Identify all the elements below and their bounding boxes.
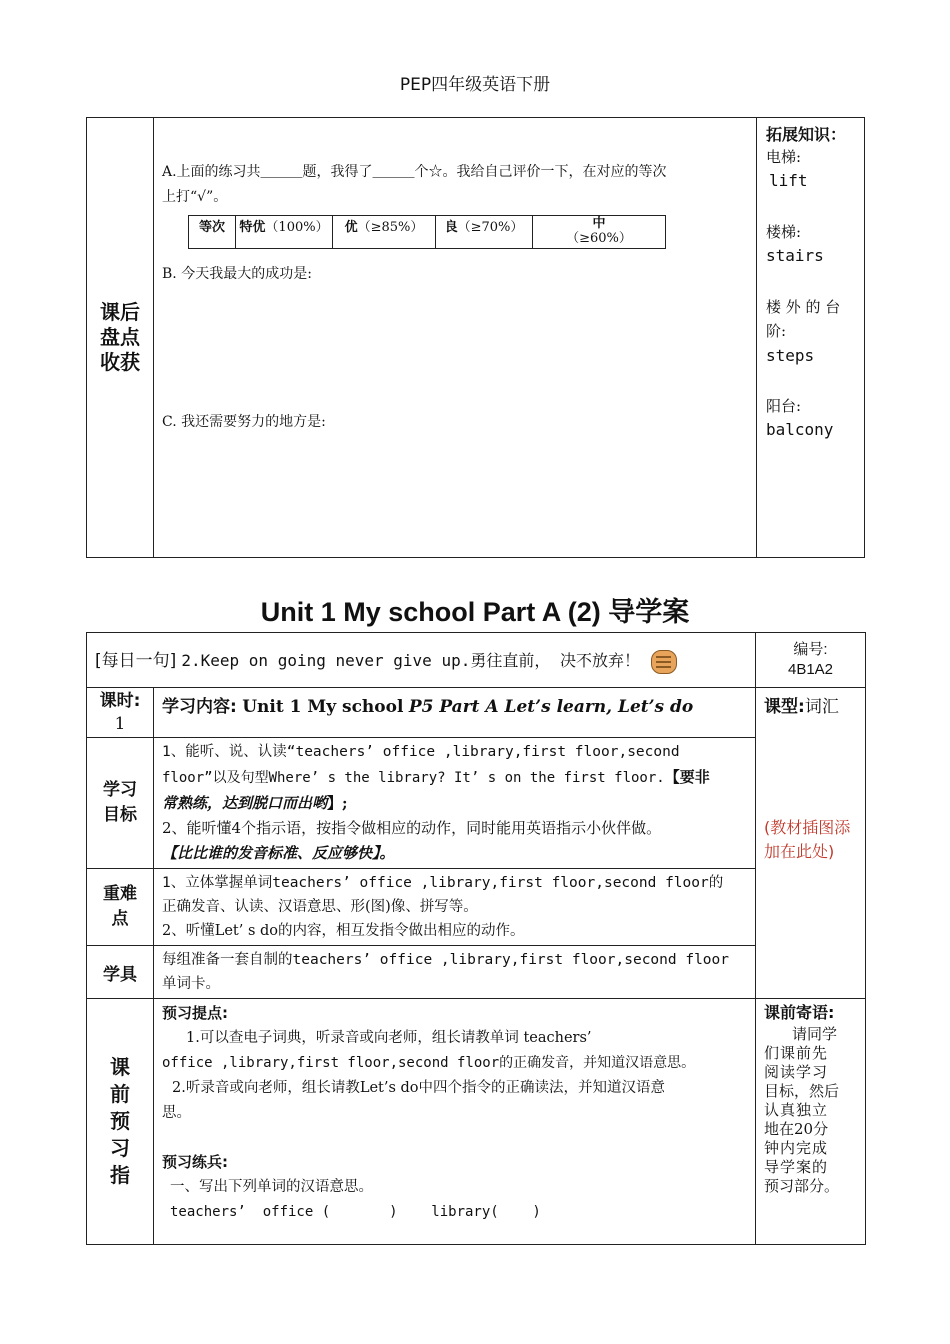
difficulty-label-2: 点	[111, 909, 129, 929]
rating-fair[interactable]: 中 （≥60%）	[533, 216, 666, 249]
ext-en-steps: steps	[766, 346, 815, 365]
summary-table	[86, 117, 865, 558]
goal-label-2: 目标	[103, 805, 137, 825]
self-eval-line1: A.上面的练习共＿＿＿题，我得了＿＿＿个☆。我给自己评价一下，在对应的等次	[162, 164, 667, 180]
tools-content-cell	[154, 946, 756, 999]
code-cell	[756, 633, 866, 688]
summary-label-3: 收获	[100, 350, 140, 374]
fist-icon	[651, 650, 677, 674]
difficulty-2: 2、听懂Let’ s do的内容，相互发指令做出相应的动作。	[162, 923, 525, 939]
content-label: 学习内容:	[162, 697, 237, 717]
note-line-5: 认真独立	[764, 1101, 829, 1119]
ext-cn-stairs: 楼梯:	[766, 223, 802, 241]
type-label: 课型:	[764, 697, 805, 717]
preview-label-4: 习	[110, 1136, 130, 1160]
goal-1b: floor”以及句型Where’ s the library? It’ s on the first floor.	[162, 770, 665, 786]
note-line-1: 请同学	[792, 1025, 838, 1043]
unit-title: Unit 1 My school Part A (2) 导学案	[260, 597, 690, 627]
ext-en-stairs: stairs	[766, 246, 824, 265]
note-line-6: 地在20分	[764, 1120, 829, 1138]
type-value: 词汇	[804, 697, 839, 717]
tips-1a: 1.可以查电子词典，听录音或向老师，组长请教单词 teachers’	[186, 1030, 592, 1046]
tips-1b: office ,library,first floor,second floor的正确发音，并知道汉语意思。	[162, 1055, 696, 1071]
extension-title: 拓展知识：	[766, 125, 847, 144]
summary-content-cell	[154, 118, 757, 558]
practice-1: 一、写出下列单词的汉语意思。	[170, 1179, 373, 1195]
tools-label-cell	[87, 946, 154, 999]
tools-b: 单词卡。	[162, 976, 220, 992]
success-prompt: B. 今天我最大的成功是:	[162, 266, 312, 282]
preview-label-5: 指	[110, 1163, 130, 1187]
code-value: 4B1A2	[787, 661, 834, 678]
difficulty-content-cell	[154, 869, 756, 946]
goal-label-cell	[87, 738, 154, 869]
ext-en-lift: lift	[769, 171, 808, 190]
goal-1a: 1、能听、说、认读“teachers’ office ,library,first floor,second	[162, 744, 680, 760]
summary-label-cell	[87, 118, 154, 558]
preview-label-cell	[87, 999, 154, 1245]
difficulty-1b: 正确发音、认读、汉语意思、形(图)像、拼写等。	[162, 899, 478, 915]
rating-excellent[interactable]: 优（≥85%）	[333, 216, 436, 249]
difficulty-label-cell	[87, 869, 154, 946]
daily-sentence-cell	[87, 633, 756, 688]
difficulty-1a: 1、立体掌握单词teachers’ office ,library,first floor,second floor的	[162, 875, 724, 891]
practice-2[interactable]: teachers’ office ( ) library( )	[170, 1204, 541, 1220]
lesson-label: 课时:	[99, 691, 141, 711]
difficulty-label-1: 重难	[103, 884, 137, 904]
content-cell	[154, 688, 756, 738]
daily-tag: [每日一句]	[95, 651, 177, 672]
page-header: PEP四年级英语下册	[399, 75, 551, 95]
ext-en-balcony: balcony	[766, 420, 834, 439]
summary-label-2: 盘点	[100, 325, 140, 349]
daily-text: 2.Keep on going never give up.勇往直前， 决不放弃！	[181, 651, 640, 671]
tools-label: 学具	[103, 964, 137, 985]
lesson-cell	[87, 688, 154, 738]
ext-cn-steps-2: 阶:	[766, 322, 787, 340]
note-title: 课前寄语:	[764, 1003, 835, 1022]
tips-2b: 思。	[162, 1105, 191, 1121]
goal-2a: 2、能听懂4个指示语，按指令做相应的动作，同时能用英语指示小伙伴做。	[162, 819, 662, 837]
note-line-8: 导学案的	[764, 1158, 829, 1176]
content-title: Unit 1 My school	[242, 697, 404, 717]
note-line-7: 钟内完成	[764, 1139, 829, 1157]
code-label: 编号:	[793, 641, 828, 658]
preview-label-3: 预	[110, 1109, 130, 1133]
practice-title: 预习练兵:	[162, 1153, 228, 1171]
goal-label-1: 学习	[103, 780, 137, 800]
preview-content-cell	[154, 999, 756, 1245]
rating-table	[188, 215, 666, 249]
preview-label-2: 前	[110, 1082, 130, 1106]
preview-label-1: 课	[110, 1055, 130, 1079]
note-line-3: 阅读学习	[764, 1063, 829, 1081]
goal-1e: 】;	[327, 794, 348, 812]
goal-2b: 【比比谁的发音标准、反应够快】。	[162, 844, 395, 862]
note-cell	[756, 999, 866, 1245]
type-cell	[756, 688, 866, 999]
goal-1c: 【要非	[664, 768, 710, 786]
guide-table	[86, 632, 866, 1245]
lesson-value: 1	[114, 714, 126, 734]
ext-cn-steps-1: 楼 外 的 台	[766, 298, 841, 316]
summary-label-1: 课后	[100, 300, 140, 324]
content-page: P5 Part A Let’s learn, Let’s do	[408, 697, 694, 717]
ext-cn-lift: 电梯:	[766, 148, 802, 166]
tools-a: 每组准备一套自制的teachers’ office ,library,first floor,second floor	[162, 952, 729, 968]
extension-cell	[757, 118, 865, 558]
note-line-4: 目标，然后	[764, 1082, 840, 1100]
goal-1d: 常熟练，达到脱口而出哟	[162, 794, 328, 812]
improve-prompt: C. 我还需要努力的地方是:	[162, 414, 326, 430]
tips-2a: 2.听录音或向老师，组长请教Let’s do中四个指令的正确读法，并知道汉语意	[172, 1080, 666, 1096]
image-placeholder: (教材插图添加在此处)	[764, 818, 851, 861]
note-line-2: 们课前先	[764, 1044, 829, 1062]
rating-good[interactable]: 良（≥70%）	[436, 216, 533, 249]
rating-level-header: 等次	[189, 216, 236, 249]
rating-excellent-plus[interactable]: 特优（100%）	[236, 216, 333, 249]
ext-cn-balcony: 阳台:	[766, 397, 802, 415]
self-eval-line2: 上打“√”。	[162, 189, 228, 205]
tips-title: 预习提点:	[162, 1004, 228, 1022]
goal-content-cell	[154, 738, 756, 869]
note-line-9: 预习部分。	[764, 1177, 840, 1195]
